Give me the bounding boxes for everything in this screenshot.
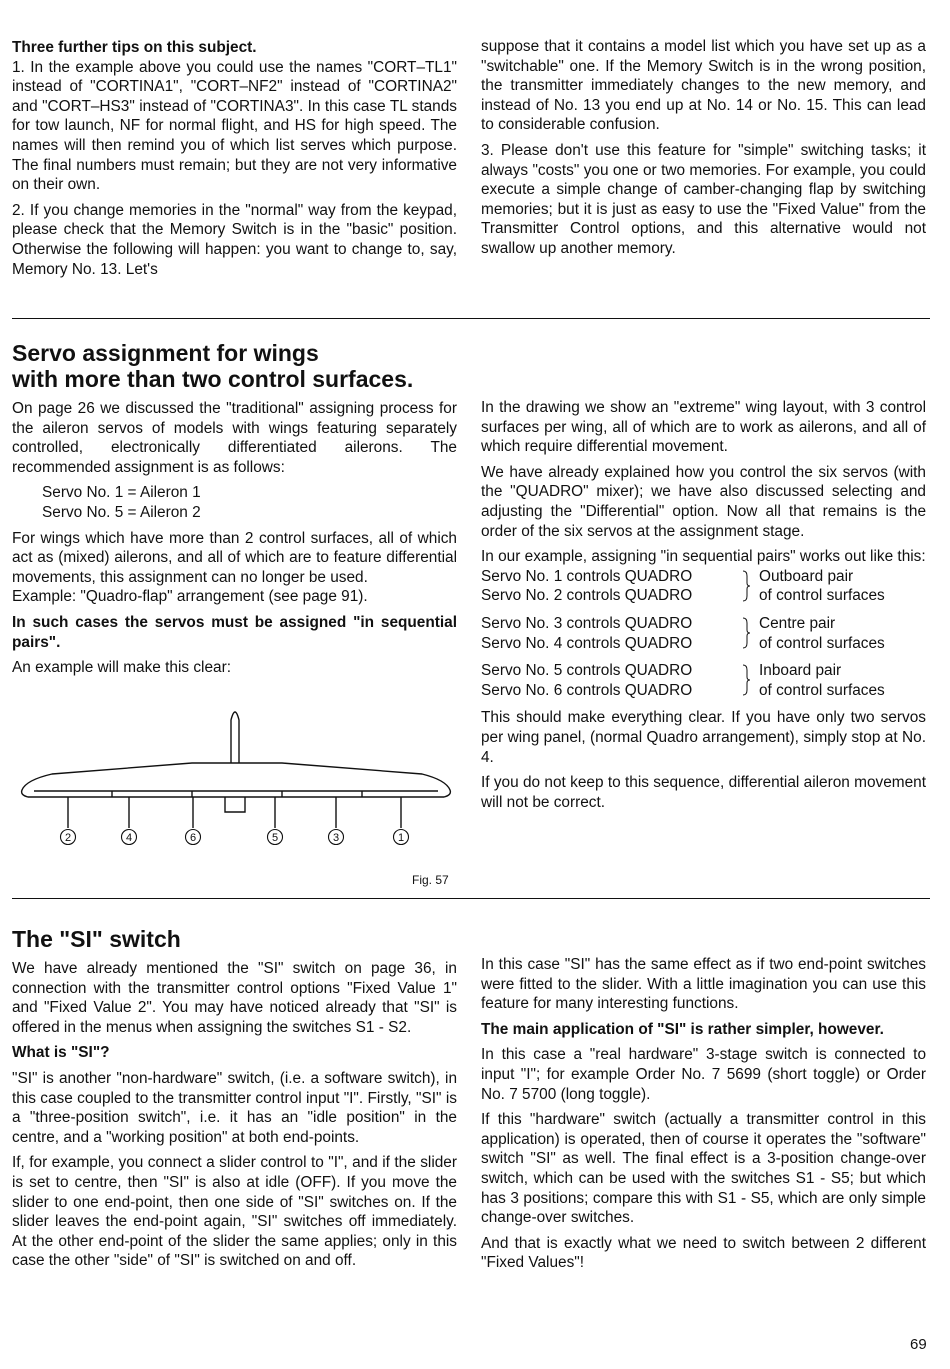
si-right-column [481,955,926,1279]
servo-right-paragraph-2: We have already explained how you control the six servos (with the "QUADRO" mixer); we have also discussed selecting and adjusting the "Differential" option. Now all that remains is the order of the six servos at the assignment stage. [481,463,926,540]
servo-pair-group [481,614,926,653]
servo-right-column [481,398,926,818]
si-subheading-1: What is "SI"? [12,1044,110,1062]
servo-line: Servo No. 6 controls QUADRO [481,681,693,699]
servo-pair-group [481,567,926,606]
pair-label: of control surfaces [759,634,885,652]
servo-line: Servo No. 1 controls QUADRO [481,567,693,585]
section-divider-2 [12,898,930,899]
servo-number-label: 1 [397,832,405,844]
servo-paragraph-2: For wings which have more than 2 control surfaces, all of which act as (mixed) ailerons, and all of which are to feature differential movements, this assignment can no longer be used. [12,529,457,586]
tips-paragraph-2: 2. If you change memories in the "normal" way from the keypad, please check that the Memory Switch is in the "basic" position. Otherwise the following will happen: you want to change to, say, Memory No. 13. Let's [12,201,457,278]
wing-outline [22,763,451,797]
pair-label: of control surfaces [759,587,885,605]
tips-heading: Three further tips on this subject. [12,39,257,56]
servo-title-line-2: with more than two control surfaces. [12,366,414,392]
si-paragraph-3: If, for example, you connect a slider control to "I", and if the slider is set to centre, then "SI" is also at idle (OFF). If you move the slider to one end-point, then one side of "SI" switches on. If the slider leaves the end-point again, "SI" switches off immediately. At the other end-point of the slider the same applies; only in this case the other "side" of "SI" is switched on and off. [12,1154,457,1270]
pair-label: of control surfaces [759,681,885,699]
si-section-title: The "SI" switch [12,926,181,952]
servo-title-line-1: Servo assignment for wings [12,340,319,366]
pair-label: Inboard pair [759,662,842,680]
servo-assignment-2: Servo No. 5 = Aileron 2 [42,503,201,521]
servo-right-paragraph-5: If you do not keep to this sequence, differential aileron movement will not be correct. [481,774,926,811]
servo-paragraph-4: In such cases the servos must be assigned "in sequential pairs". [12,613,457,651]
servo-assignment-1: Servo No. 1 = Aileron 1 [42,484,201,502]
servo-right-paragraph-4: This should make everything clear. If you have only two servos per wing panel, (normal Quadro arrangement), simply stop at No. 4. [481,709,926,766]
si-subheading-2: The main application of "SI" is rather simpler, however. [481,1020,884,1038]
servo-pair-group [481,661,926,700]
servo-paragraph-3: Example: "Quadro-flap" arrangement (see page 91). [12,588,368,606]
brace-icon [737,661,759,699]
servo-number-label: 2 [64,832,72,844]
brace-icon [737,614,759,652]
si-paragraph-2: "SI" is another "non-hardware" switch, (i.e. a software switch), in this case coupled to the transmitter control input "I". Firstly, "SI" is a "three-position switch", i.e. it has an "idle position" in the centre, and a "working position" at both end-points. [12,1069,457,1146]
servo-paragraph-1: On page 26 we discussed the "traditional" assigning process for the aileron servos of models with wings featuring separately controlled, electronically differentiated ailerons. The recommended assignment is as follows: [12,400,457,476]
section-divider-1 [12,318,930,319]
tips-paragraph-4: 3. Please don't use this feature for "simple" switching tasks; it always "costs" you one or two memories. For example, you could execute a simple change of camber-changing flap by switching memories; but it is just as easy to use the "Fixed Value" from the Transmitter Control options, and this alternative would not swallow up another memory. [481,141,926,257]
si-left-column [12,959,457,1277]
servo-number-label: 4 [125,832,133,844]
tips-right-column [481,37,926,265]
tips-paragraph-1: 1. In the example above you could use the names "CORT–TL1" instead of "CORTINA1", "CORT–NF2" instead of "CORTINA2" and "CORT–HS3" instead of "CORTINA3". In this case TL stands for tow launch, NF for normal flight, and HS for high speed. The names will then remind you of which list serves which purpose. The final numbers must remain; but they are not very informative on their own. [12,58,457,194]
si-right-paragraph-2: In this case a "real hardware" 3-stage switch is connected to input "I"; for example Order No. 7 5699 (short toggle) or Order No. 7 5700 (long toggle). [481,1046,926,1103]
tips-paragraph-3: suppose that it contains a model list which you have set up as a "switchable" one. If the Memory Switch is in the wrong position, the transmitter immediately changes to the new memory, and instead of No. 13 you end up at No. 14 or No. 15. This can lead to considerable confusion. [481,38,926,134]
servo-number-label: 3 [332,832,340,844]
tips-left-column [12,38,457,285]
figure-caption: Fig. 57 [412,873,449,887]
servo-number-label: 6 [189,832,197,844]
fuselage-box [225,797,245,812]
si-right-paragraph-1: In this case "SI" has the same effect as if two end-point switches were fitted to the slider. With a little imagination you can use this feature for many interesting functions. [481,956,926,1013]
servo-right-paragraph-3: In our example, assigning "in sequential pairs" works out like this: [481,548,926,566]
servo-paragraph-5: An example will make this clear: [12,659,231,677]
si-paragraph-1: We have already mentioned the "SI" switch on page 36, in connection with the transmitter control options "Fixed Value 1" and "Fixed Value 2". You may have noticed already that "SI" is offered in the menus when assigning the switches S1 - S2. [12,960,457,1036]
servo-line: Servo No. 2 controls QUADRO [481,587,693,605]
pair-label: Outboard pair [759,567,854,585]
wing-diagram [12,700,457,855]
page-number: 69 [910,1336,927,1353]
si-right-paragraph-4: And that is exactly what we need to switch between 2 different "Fixed Values"! [481,1234,926,1272]
fuselage-fin [231,712,239,763]
servo-right-paragraph-1: In the drawing we show an "extreme" wing layout, with 3 control surfaces per wing, all of which are to work as ailerons, and all of which require differential movement. [481,399,926,456]
si-right-paragraph-3: If this "hardware" switch (actually a transmitter control in this application) is operated, then of course it operates the "software" switch "SI" as well. The final effect is a 3-position change-over switch, which can be used with the switches S1 - S5; but which has 3 positions; compare this with S1 - S5, which are only simple change-over switches. [481,1111,926,1227]
servo-section-title [12,340,413,392]
servo-left-column [12,399,457,684]
servo-line: Servo No. 3 controls QUADRO [481,614,693,632]
pair-label: Centre pair [759,614,836,632]
servo-line: Servo No. 5 controls QUADRO [481,662,693,680]
servo-line: Servo No. 4 controls QUADRO [481,634,693,652]
brace-icon [737,567,759,605]
servo-number-label: 5 [271,832,279,844]
